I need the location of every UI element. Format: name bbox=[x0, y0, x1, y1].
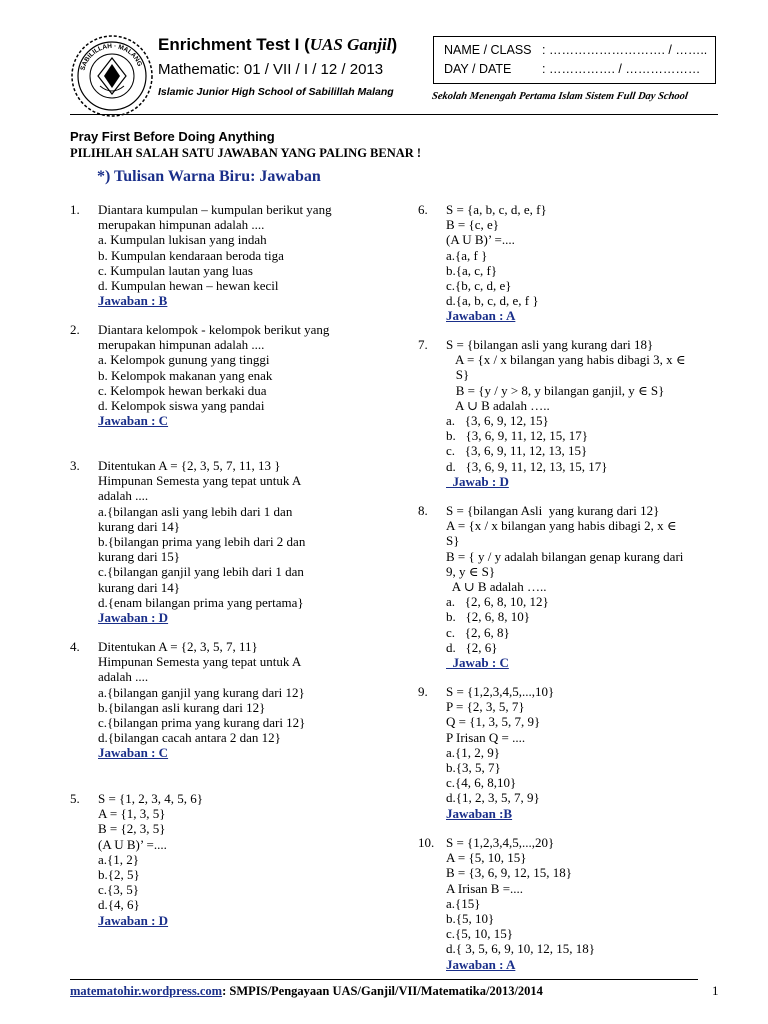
question-line: a. Kumpulan lukisan yang indah bbox=[98, 232, 267, 248]
question-5 bbox=[70, 791, 418, 928]
school-name: Islamic Junior High School of Sabilillah Malang bbox=[158, 86, 394, 98]
question-line: Himpunan Semesta yang tepat untuk A bbox=[98, 654, 302, 670]
question-line: kurang dari 14} bbox=[98, 518, 181, 534]
question-line: c.{4, 6, 8,10} bbox=[446, 775, 517, 791]
question-line: c. Kelompok hewan berkaki dua bbox=[98, 382, 267, 398]
name-class-field[interactable]: : ………………………. / …….. bbox=[542, 43, 708, 57]
question-line: P = {2, 3, 5, 7} bbox=[446, 699, 525, 715]
question-line: d.{enam bilangan prima yang pertama} bbox=[98, 594, 304, 610]
question-line: A ∪ B adalah ….. bbox=[446, 397, 550, 413]
question-line: d. {3, 6, 9, 11, 12, 13, 15, 17} bbox=[446, 458, 608, 474]
question-number: 7. bbox=[418, 337, 428, 352]
question-line: c. Kumpulan lautan yang luas bbox=[98, 262, 253, 278]
question-number: 10. bbox=[418, 835, 435, 850]
question-line: a.{15} bbox=[446, 895, 481, 911]
subtitle: Mathematic: 01 / VII / I / 12 / 2013 bbox=[158, 61, 384, 78]
student-info-box bbox=[433, 36, 716, 84]
question-number: 8. bbox=[418, 503, 428, 518]
question-line: a.{bilangan asli yang lebih dari 1 dan bbox=[98, 503, 293, 519]
question-line: a. {2, 6, 8, 10, 12} bbox=[446, 594, 549, 610]
question-7 bbox=[418, 337, 756, 489]
question-line: a.{1, 2} bbox=[98, 851, 139, 867]
question-1 bbox=[70, 202, 390, 308]
question-10 bbox=[418, 835, 756, 972]
question-line: a. Kelompok gunung yang tinggi bbox=[98, 352, 270, 368]
question-2 bbox=[70, 322, 418, 428]
question-line: d.{1, 2, 3, 5, 7, 9} bbox=[446, 790, 540, 806]
question-line: Q = {1, 3, 5, 7, 9} bbox=[446, 714, 541, 730]
question-line: adalah .... bbox=[98, 488, 149, 504]
question-line: B = {c, e} bbox=[446, 217, 500, 233]
question-stem: Diantara kelompok - kelompok berikut yang bbox=[98, 322, 330, 337]
answer-key: Jawaban :B bbox=[446, 805, 513, 821]
question-4 bbox=[70, 639, 418, 761]
question-line: S} bbox=[446, 367, 470, 383]
question-line: c. {3, 6, 9, 11, 12, 13, 15} bbox=[446, 443, 588, 459]
question-line: c. {2, 6, 8} bbox=[446, 624, 510, 640]
answer-key: Jawaban : A bbox=[446, 308, 516, 324]
question-number: 9. bbox=[418, 684, 428, 699]
question-stem: S = {bilangan asli yang kurang dari 18} bbox=[446, 337, 654, 352]
question-line: A = {5, 10, 15} bbox=[446, 850, 527, 866]
question-line: c.{bilangan ganjil yang lebih dari 1 dan bbox=[98, 564, 304, 580]
question-line: d. {2, 6} bbox=[446, 639, 498, 655]
question-stem: S = {bilangan Asli yang kurang dari 12} bbox=[446, 503, 660, 518]
question-line: b. {3, 6, 9, 11, 12, 15, 17} bbox=[446, 428, 588, 444]
question-line: a.{1, 2, 9} bbox=[446, 744, 500, 760]
question-line: B = { y / y adalah bilangan genap kurang dari bbox=[446, 548, 684, 564]
pray-note: Pray First Before Doing Anything bbox=[70, 129, 275, 144]
answer-key: Jawaban : A bbox=[446, 956, 516, 972]
answer-key: Jawaban : C bbox=[98, 413, 169, 429]
question-stem: Ditentukan A = {2, 3, 5, 7, 11} bbox=[98, 639, 258, 654]
instruction: PILIHLAH SALAH SATU JAWABAN YANG PALING BENAR ! bbox=[70, 146, 422, 160]
question-3 bbox=[70, 458, 418, 625]
answer-key: Jawab : C bbox=[446, 655, 509, 671]
answer-key: Jawaban : B bbox=[98, 293, 168, 309]
question-line: c.{b, c, d, e} bbox=[446, 278, 512, 294]
question-line: B = {3, 6, 9, 12, 15, 18} bbox=[446, 865, 572, 881]
test-title: Enrichment Test I (UAS Ganjil) bbox=[158, 35, 398, 54]
question-line: b.{5, 10} bbox=[446, 911, 495, 927]
question-line: A Irisan B =.... bbox=[446, 880, 524, 896]
school-motto: Sekolah Menengah Pertama Islam Sistem Full Day School bbox=[431, 91, 689, 102]
question-stem: Diantara kumpulan – kumpulan berikut yang bbox=[98, 202, 332, 217]
question-9 bbox=[418, 684, 756, 821]
question-line: Himpunan Semesta yang tepat untuk A bbox=[98, 473, 302, 489]
question-line: P Irisan Q = .... bbox=[446, 729, 526, 745]
page-number: 1 bbox=[712, 983, 719, 998]
question-line: b.{bilangan asli kurang dari 12} bbox=[98, 699, 266, 715]
question-stem: S = {1, 2, 3, 4, 5, 6} bbox=[98, 791, 204, 806]
question-line: (A U B)’ =.... bbox=[98, 836, 167, 852]
question-line: b.{2, 5} bbox=[98, 867, 140, 883]
question-line: A = {x / x bilangan yang habis dibagi 3, x ∈ bbox=[446, 352, 686, 368]
question-line: c.{bilangan prima yang kurang dari 12} bbox=[98, 715, 306, 731]
question-line: merupakan himpunan adalah .... bbox=[98, 217, 265, 233]
question-6 bbox=[418, 202, 756, 324]
question-number: 5. bbox=[70, 791, 80, 806]
day-date-row bbox=[444, 62, 700, 76]
question-line: B = {y / y > 8, y bilangan ganjil, y ∈ S} bbox=[446, 382, 665, 398]
question-line: d.{bilangan cacah antara 2 dan 12} bbox=[98, 730, 281, 746]
question-line: B = {2, 3, 5} bbox=[98, 821, 166, 837]
answer-key: Jawab : D bbox=[446, 473, 509, 489]
question-line: c.{3, 5} bbox=[98, 882, 139, 898]
answer-color-legend: *) Tulisan Warna Biru: Jawaban bbox=[97, 168, 321, 185]
question-line: A = {1, 3, 5} bbox=[98, 806, 166, 822]
question-number: 2. bbox=[70, 322, 80, 337]
question-number: 4. bbox=[70, 639, 80, 654]
answer-key: Jawaban : C bbox=[98, 745, 169, 761]
question-line: merupakan himpunan adalah .... bbox=[98, 337, 265, 353]
day-date-label: DAY / DATE bbox=[444, 62, 512, 76]
questions-left-column bbox=[70, 202, 390, 928]
question-line: a.{a, f } bbox=[446, 247, 488, 263]
question-line: b.{3, 5, 7} bbox=[446, 760, 501, 776]
question-line: a.{bilangan ganjil yang kurang dari 12} bbox=[98, 684, 305, 700]
question-line: (A U B)’ =.... bbox=[446, 232, 515, 248]
question-line: b.{a, c, f} bbox=[446, 262, 498, 278]
question-line: c.{5, 10, 15} bbox=[446, 926, 513, 942]
question-line: A = {x / x bilangan yang habis dibagi 2, x ∈ bbox=[446, 518, 677, 534]
name-class-row bbox=[444, 43, 707, 57]
question-line: b. {2, 6, 8, 10} bbox=[446, 609, 530, 625]
question-line: d. Kumpulan hewan – hewan kecil bbox=[98, 278, 279, 294]
question-line: S} bbox=[446, 533, 460, 549]
question-8 bbox=[418, 503, 756, 670]
question-line: b. Kumpulan kendaraan beroda tiga bbox=[98, 247, 284, 263]
question-line: d. Kelompok siswa yang pandai bbox=[98, 398, 265, 414]
question-line: d.{a, b, c, d, e, f } bbox=[446, 293, 539, 309]
question-number: 1. bbox=[70, 202, 80, 217]
name-class-label: NAME / CLASS bbox=[444, 43, 532, 57]
question-stem: S = {a, b, c, d, e, f} bbox=[446, 202, 547, 217]
question-line: b. Kelompok makanan yang enak bbox=[98, 367, 273, 383]
answer-key: Jawaban : D bbox=[98, 912, 169, 928]
question-line: b.{bilangan prima yang lebih dari 2 dan bbox=[98, 534, 306, 550]
day-date-field[interactable]: : ……………. / ……………… bbox=[542, 62, 701, 76]
question-stem: S = {1,2,3,4,5,...,10} bbox=[446, 684, 555, 699]
question-line: kurang dari 14} bbox=[98, 579, 181, 595]
question-line: a. {3, 6, 9, 12, 15} bbox=[446, 413, 549, 429]
question-line: d.{ 3, 5, 6, 9, 10, 12, 15, 18} bbox=[446, 941, 595, 957]
logo-text: SABILILLAH · MALANG bbox=[79, 42, 144, 72]
question-line: kurang dari 15} bbox=[98, 549, 181, 565]
question-line: A ∪ B adalah ….. bbox=[446, 579, 547, 595]
footer-text: : SMPIS/Pengayaan UAS/Ganjil/VII/Matematika/2013/2014 bbox=[222, 984, 543, 998]
footer-divider bbox=[70, 979, 698, 980]
question-line: adalah .... bbox=[98, 669, 149, 685]
footer bbox=[70, 984, 543, 999]
question-stem: Ditentukan A = {2, 3, 5, 7, 11, 13 } bbox=[98, 458, 281, 473]
school-logo bbox=[70, 34, 154, 118]
question-number: 3. bbox=[70, 458, 80, 473]
question-stem: S = {1,2,3,4,5,...,20} bbox=[446, 835, 555, 850]
header-divider bbox=[70, 114, 718, 115]
answer-key: Jawaban : D bbox=[98, 610, 169, 626]
question-number: 6. bbox=[418, 202, 428, 217]
footer-link[interactable]: matematohir.wordpress.com bbox=[70, 984, 223, 998]
question-line: d.{4, 6} bbox=[98, 897, 140, 913]
question-line: 9, y ∈ S} bbox=[446, 563, 496, 579]
